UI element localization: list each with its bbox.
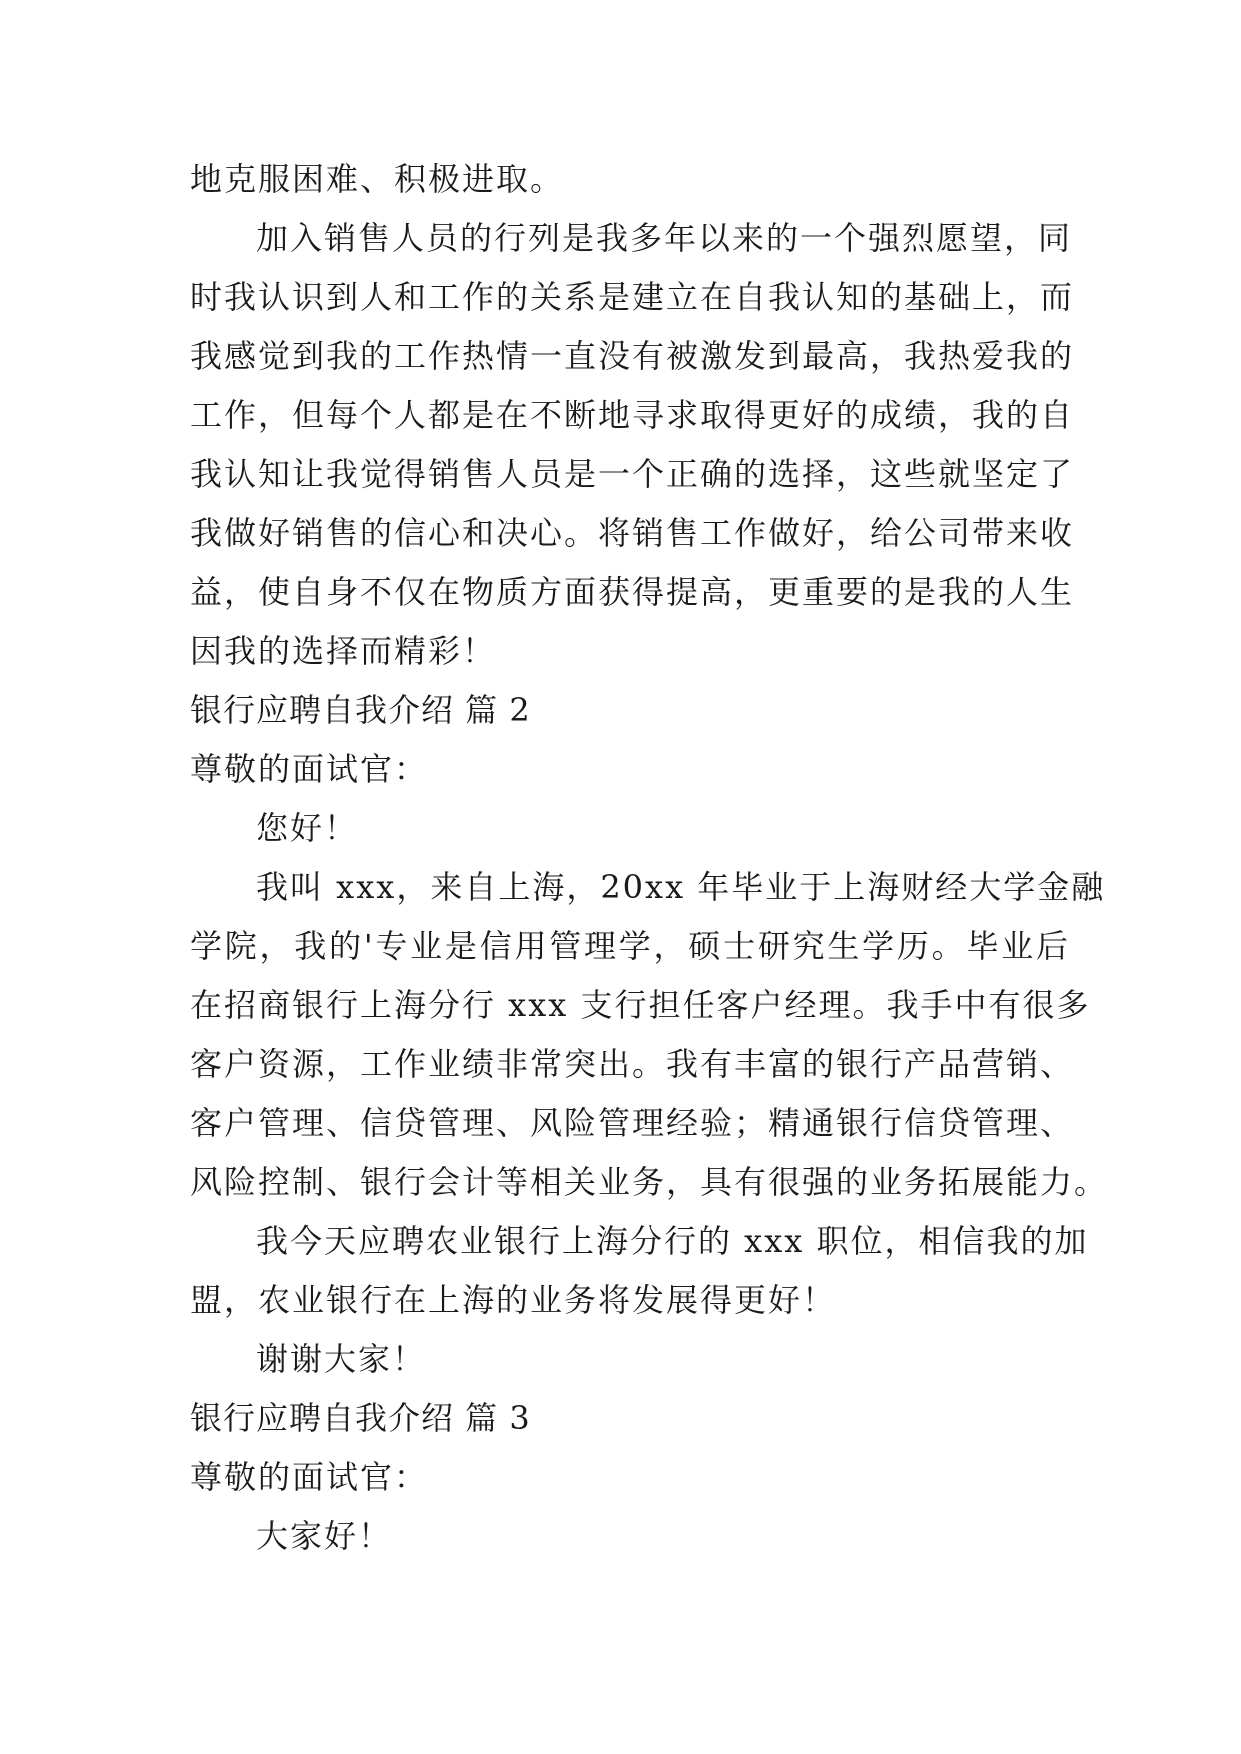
paragraph-line: 我做好销售的信心和决心。将销售工作做好，给公司带来收	[190, 514, 1075, 552]
paragraph-line: 客户资源，工作业绩非常突出。我有丰富的银行产品营销、	[190, 1045, 1075, 1083]
paragraph-line: 我叫 xxx，来自上海，20xx 年毕业于上海财经大学金融	[256, 868, 1106, 906]
paragraph-line: 我感觉到我的工作热情一直没有被激发到最高，我热爱我的	[190, 337, 1075, 375]
greeting-line: 大家好！	[256, 1517, 393, 1555]
section-heading: 银行应聘自我介绍 篇 3	[190, 1399, 531, 1437]
paragraph-line: 学院，我的'专业是信用管理学，硕士研究生学历。毕业后	[190, 927, 1070, 965]
paragraph-line: 我今天应聘农业银行上海分行的 xxx 职位，相信我的加	[256, 1222, 1089, 1260]
salutation-line: 尊敬的面试官：	[190, 750, 429, 788]
paragraph-line: 地克服困难、积极进取。	[190, 160, 565, 198]
paragraph-line: 客户管理、信贷管理、风险管理经验；精通银行信贷管理、	[190, 1104, 1075, 1142]
salutation-line: 尊敬的面试官：	[190, 1458, 429, 1496]
closing-line: 谢谢大家！	[256, 1340, 427, 1378]
paragraph-line: 工作，但每个人都是在不断地寻求取得更好的成绩，我的自	[190, 396, 1075, 434]
paragraph-line: 益，使自身不仅在物质方面获得提高，更重要的是我的人生	[190, 573, 1075, 611]
section-heading: 银行应聘自我介绍 篇 2	[190, 691, 531, 729]
paragraph-line: 风险控制、银行会计等相关业务，具有很强的业务拓展能力。	[190, 1163, 1109, 1201]
paragraph-line: 因我的选择而精彩！	[190, 632, 497, 670]
paragraph-line: 盟，农业银行在上海的业务将发展得更好！	[190, 1281, 837, 1319]
paragraph-line: 加入销售人员的行列是我多年以来的一个强烈愿望，同	[256, 219, 1073, 257]
paragraph-line: 在招商银行上海分行 xxx 支行担任客户经理。我手中有很多	[190, 986, 1091, 1024]
document-body	[190, 150, 1109, 1566]
paragraph-line: 时我认识到人和工作的关系是建立在自我认知的基础上，而	[190, 278, 1075, 316]
greeting-line: 您好！	[256, 809, 359, 847]
paragraph-line: 我认知让我觉得销售人员是一个正确的选择，这些就坚定了	[190, 455, 1075, 493]
